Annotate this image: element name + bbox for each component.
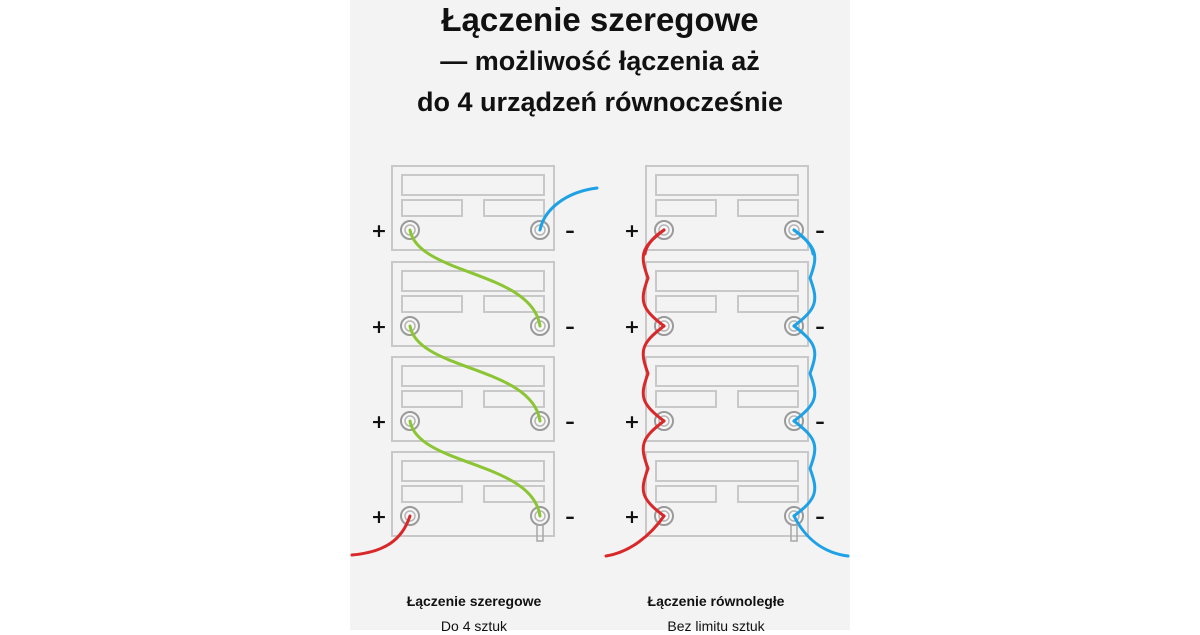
label-slot bbox=[738, 200, 798, 216]
label-slot bbox=[656, 296, 716, 312]
battery-unit bbox=[646, 262, 808, 346]
series-diagram bbox=[352, 166, 597, 555]
minus-sign: – bbox=[815, 316, 825, 338]
plus-sign: + bbox=[624, 411, 640, 433]
label-slot bbox=[656, 461, 798, 481]
label-slot bbox=[656, 486, 716, 502]
label-slot bbox=[738, 296, 798, 312]
minus-sign: – bbox=[565, 506, 575, 528]
label-slot bbox=[402, 486, 462, 502]
label-slot bbox=[484, 200, 544, 216]
battery-unit bbox=[646, 452, 808, 536]
minus-sign: – bbox=[815, 220, 825, 242]
label-slot bbox=[402, 200, 462, 216]
minus-sign: – bbox=[815, 411, 825, 433]
label-slot bbox=[656, 391, 716, 407]
subtitle-line-2: do 4 urządzeń równocześnie bbox=[416, 87, 784, 117]
label-slot bbox=[402, 391, 462, 407]
plus-sign: + bbox=[624, 220, 640, 242]
parallel-caption-title: Łączenie równoległe bbox=[647, 593, 785, 609]
label-slot bbox=[402, 296, 462, 312]
battery-unit bbox=[392, 166, 554, 250]
plus-sign: + bbox=[371, 506, 387, 528]
minus-sign: – bbox=[565, 220, 575, 242]
battery-unit bbox=[646, 357, 808, 441]
plus-sign: + bbox=[371, 411, 387, 433]
label-slot bbox=[656, 200, 716, 216]
label-slot bbox=[656, 271, 798, 291]
series-caption-subtitle: Do 4 sztuk bbox=[440, 618, 508, 634]
terminal-clip bbox=[537, 525, 543, 541]
plus-sign: + bbox=[371, 220, 387, 242]
plus-sign: + bbox=[624, 506, 640, 528]
parallel-caption-subtitle: Bez limitu sztuk bbox=[667, 618, 765, 634]
label-slot bbox=[656, 366, 798, 386]
series-caption-title: Łączenie szeregowe bbox=[406, 593, 542, 609]
minus-sign: – bbox=[565, 316, 575, 338]
label-slot bbox=[738, 486, 798, 502]
plus-sign: + bbox=[371, 316, 387, 338]
label-slot bbox=[402, 175, 544, 195]
terminal-clip bbox=[791, 525, 797, 541]
battery-unit bbox=[646, 166, 808, 250]
minus-sign: – bbox=[565, 411, 575, 433]
minus-sign: – bbox=[815, 506, 825, 528]
subtitle-line-1: — możliwość łączenia aż bbox=[440, 46, 760, 76]
parallel-diagram bbox=[606, 166, 848, 556]
label-slot bbox=[738, 391, 798, 407]
page-title: Łączenie szeregowe bbox=[441, 1, 759, 38]
plus-sign: + bbox=[624, 316, 640, 338]
label-slot bbox=[656, 175, 798, 195]
